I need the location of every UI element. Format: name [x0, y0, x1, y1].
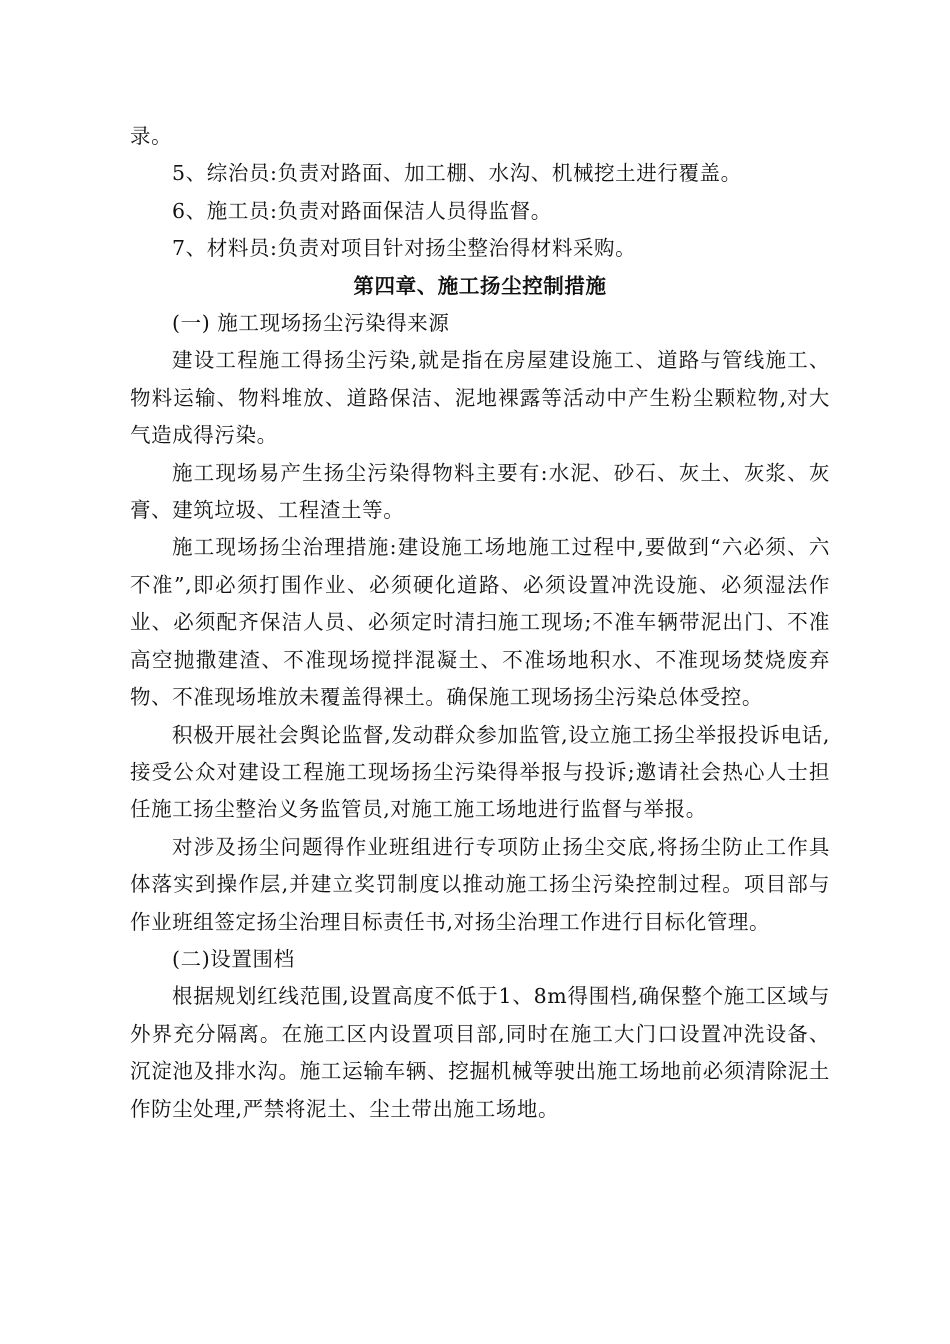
section-heading-fencing: (二)设置围档: [172, 946, 295, 971]
paragraph-fencing-details: 根据规划红线范围,设置高度不低于1、8m得围档,确保整个施工区域与外界充分隔离。在施工区内设置项目部,同时在施工大门口设置冲洗设备、沉淀池及排水沟。施工运输车辆、挖掘机械等驶出施工场地前必须清除泥土作防尘处理,严禁将泥土、尘土带出施工场地。: [130, 984, 830, 1121]
paragraph-team-responsibility: 对涉及扬尘问题得作业班组进行专项防止扬尘交底,将扬尘防止工作具体落实到操作层,并建立奖罚制度以推动施工扬尘污染控制过程。项目部与作业班组签定扬尘治理目标责任书,对扬尘治理工作进行目标化管理。: [130, 834, 830, 934]
document-body: [130, 118, 830, 1128]
paragraph-dust-materials: 施工现场易产生扬尘污染得物料主要有:水泥、砂石、灰土、灰浆、灰膏、建筑垃圾、工程渣土等。: [130, 460, 830, 523]
paragraph-dust-measures: 施工现场扬尘治理措施:建设施工场地施工过程中,要做到“六必须、六不准”,即必须打围作业、必须硬化道路、必须设置冲洗设施、必须湿法作业、必须配齐保洁人员、必须定时清扫施工现场;不准车辆带泥出门、不准高空抛撒建渣、不准现场搅拌混凝土、不准场地积水、不准现场焚烧废弃物、不准现场堆放未覆盖得裸土。确保施工现场扬尘污染总体受控。: [130, 535, 830, 710]
paragraph-role-comprehensive-officer: 5、综治员:负责对路面、加工棚、水沟、机械挖土进行覆盖。: [172, 161, 742, 186]
paragraph-dust-definition: 建设工程施工得扬尘污染,就是指在房屋建设施工、道路与管线施工、物料运输、物料堆放、道路保洁、泥地裸露等活动中产生粉尘颗粒物,对大气造成得污染。: [130, 348, 830, 448]
paragraph-public-supervision: 积极开展社会舆论监督,发动群众参加监管,设立施工扬尘举报投诉电话,接受公众对建设工程施工现场扬尘污染得举报与投诉;邀请社会热心人士担任施工扬尘整治义务监管员,对施工施工场地进行监督与举报。: [130, 722, 830, 822]
section-heading-dust-sources: (一) 施工现场扬尘污染得来源: [172, 311, 450, 336]
paragraph-continuation: 录。: [130, 124, 173, 148]
chapter-heading: 第四章、施工扬尘控制措施: [353, 273, 607, 298]
paragraph-role-materials-officer: 7、材料员:负责对项目针对扬尘整治得材料采购。: [172, 236, 637, 261]
paragraph-role-construction-officer: 6、施工员:负责对路面保洁人员得监督。: [172, 198, 552, 223]
